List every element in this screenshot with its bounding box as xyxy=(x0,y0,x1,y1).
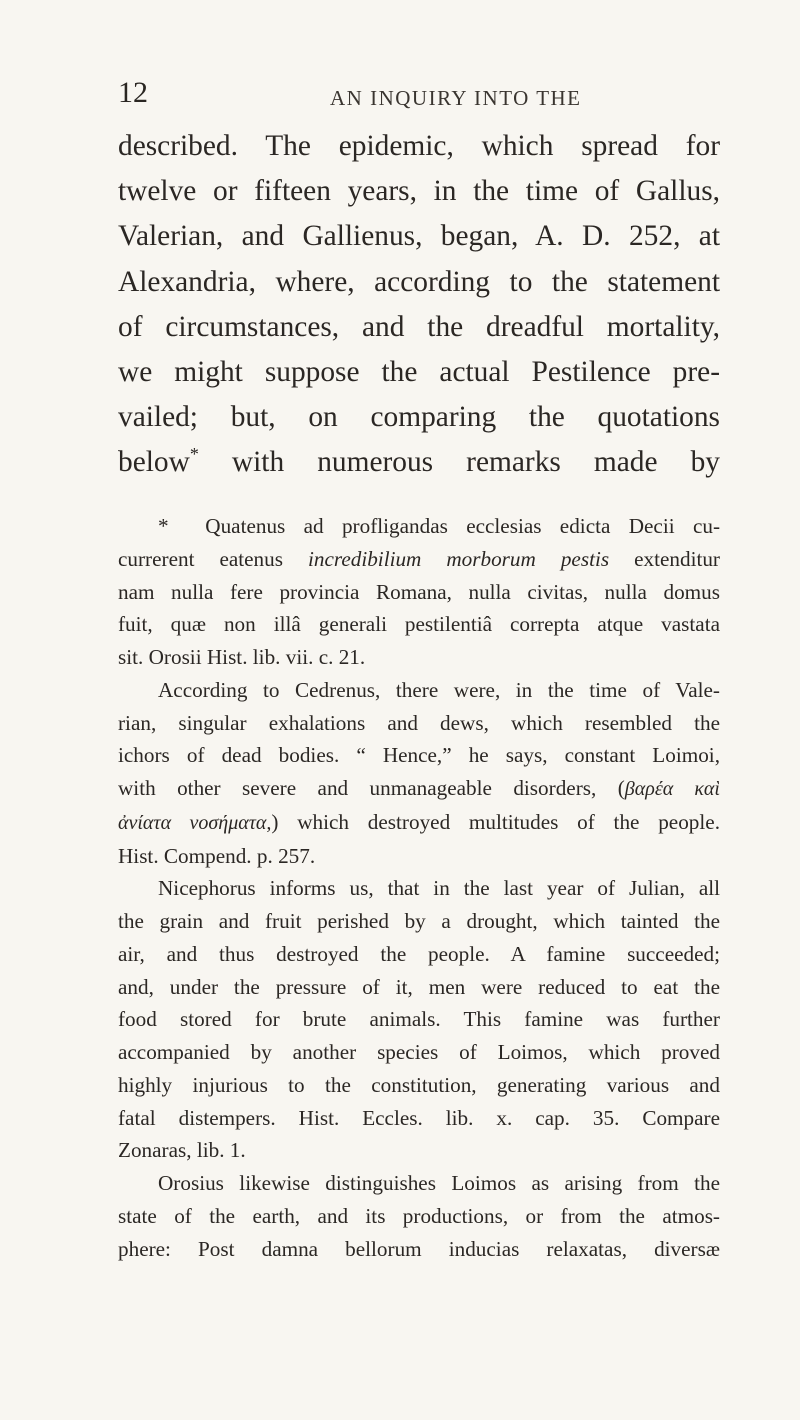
text-line: we might suppose the actual Pestilence pre- xyxy=(118,356,720,389)
footnote-line: Hist. Compend. p. 257. xyxy=(118,843,316,868)
footnote-line: the grain and fruit perished by a drought, which tainted the xyxy=(118,909,720,933)
footnote-line: sit. Orosii Hist. lib. vii. c. 21. xyxy=(118,645,366,669)
text-run: with other severe and unmanageable disorders, ( xyxy=(118,776,625,800)
footnote-line: highly injurious to the constitution, generating various and xyxy=(118,1072,720,1097)
footnote-line: air, and thus destroyed the people. A famine succeeded; xyxy=(118,941,720,966)
running-title: AN INQUIRY INTO THE xyxy=(330,86,582,110)
footnote-line: Orosius likewise distinguishes Loimos as arising from the xyxy=(158,1171,720,1195)
footnote-line: Zonaras, lib. 1. xyxy=(118,1138,246,1163)
text-line: vailed; but, on comparing the quotations xyxy=(118,401,720,434)
text-run: ) which destroyed multitudes of the people. xyxy=(271,809,720,834)
footnote-line: state of the earth, and its productions, or from the atmos- xyxy=(118,1203,720,1228)
text-run: currerent eatenus xyxy=(118,546,308,571)
footnote-line: and, under the pressure of it, men were reduced to eat the xyxy=(118,974,720,999)
footnote-line: phere: Post damna bellorum inducias relaxatas, diversæ xyxy=(118,1236,720,1261)
footnote xyxy=(118,510,720,1265)
text-run: below xyxy=(118,446,190,479)
main-text xyxy=(118,124,720,486)
footnote-line: fuit, quæ non illâ generali pestilentiâ correpta atque vastata xyxy=(118,612,720,637)
footnote-line xyxy=(118,543,720,576)
running-head xyxy=(118,78,700,118)
footnote-line: According to Cedrenus, there were, in the time of Vale- xyxy=(158,677,720,702)
text-line: of circumstances, and the dreadful mortality, xyxy=(118,310,720,343)
footnote-line: food stored for brute animals. This famine was further xyxy=(118,1007,720,1032)
footnote-line xyxy=(118,772,720,806)
footnote-line: rian, singular exhalations and dews, which resembled the xyxy=(118,710,720,735)
text-line xyxy=(118,440,720,485)
footnote-marker: * xyxy=(158,514,169,538)
greek-phrase: ἀνίατα νοσήματα, xyxy=(118,811,272,834)
greek-phrase: βαρέα καὶ xyxy=(624,778,720,800)
footnote-line: Nicephorus informs us, that in the last year of Julian, all xyxy=(158,876,720,901)
italic-phrase: incredibilium morborum pestis xyxy=(307,546,610,571)
footnote-line xyxy=(118,510,720,543)
text-run: with numerous remarks made by xyxy=(198,446,720,479)
footnote-reference: * xyxy=(189,444,199,465)
page-number: 12 xyxy=(118,76,148,109)
footnote-line xyxy=(118,806,720,840)
footnote-line: fatal distempers. Hist. Eccles. lib. x. cap. 35. Compare xyxy=(118,1105,720,1130)
text-line: Valerian, and Gallienus, began, A. D. 252, at xyxy=(118,220,720,253)
text-run: extenditur xyxy=(609,546,720,571)
text-line: twelve or fifteen years, in the time of Gallus, xyxy=(118,175,720,208)
text-line: described. The epidemic, which spread for xyxy=(118,130,720,162)
footnote-line: ichors of dead bodies. “ Hence,” he says, constant Loimoi, xyxy=(118,743,720,768)
footnote-line: accompanied by another species of Loimos, which proved xyxy=(118,1040,720,1064)
text-line: Alexandria, where, according to the statement xyxy=(118,265,720,298)
text-run: Quatenus ad profligandas ecclesias edicta Decii cu- xyxy=(205,514,720,538)
footnote-line: nam nulla fere provincia Romana, nulla civitas, nulla domus xyxy=(118,579,720,604)
